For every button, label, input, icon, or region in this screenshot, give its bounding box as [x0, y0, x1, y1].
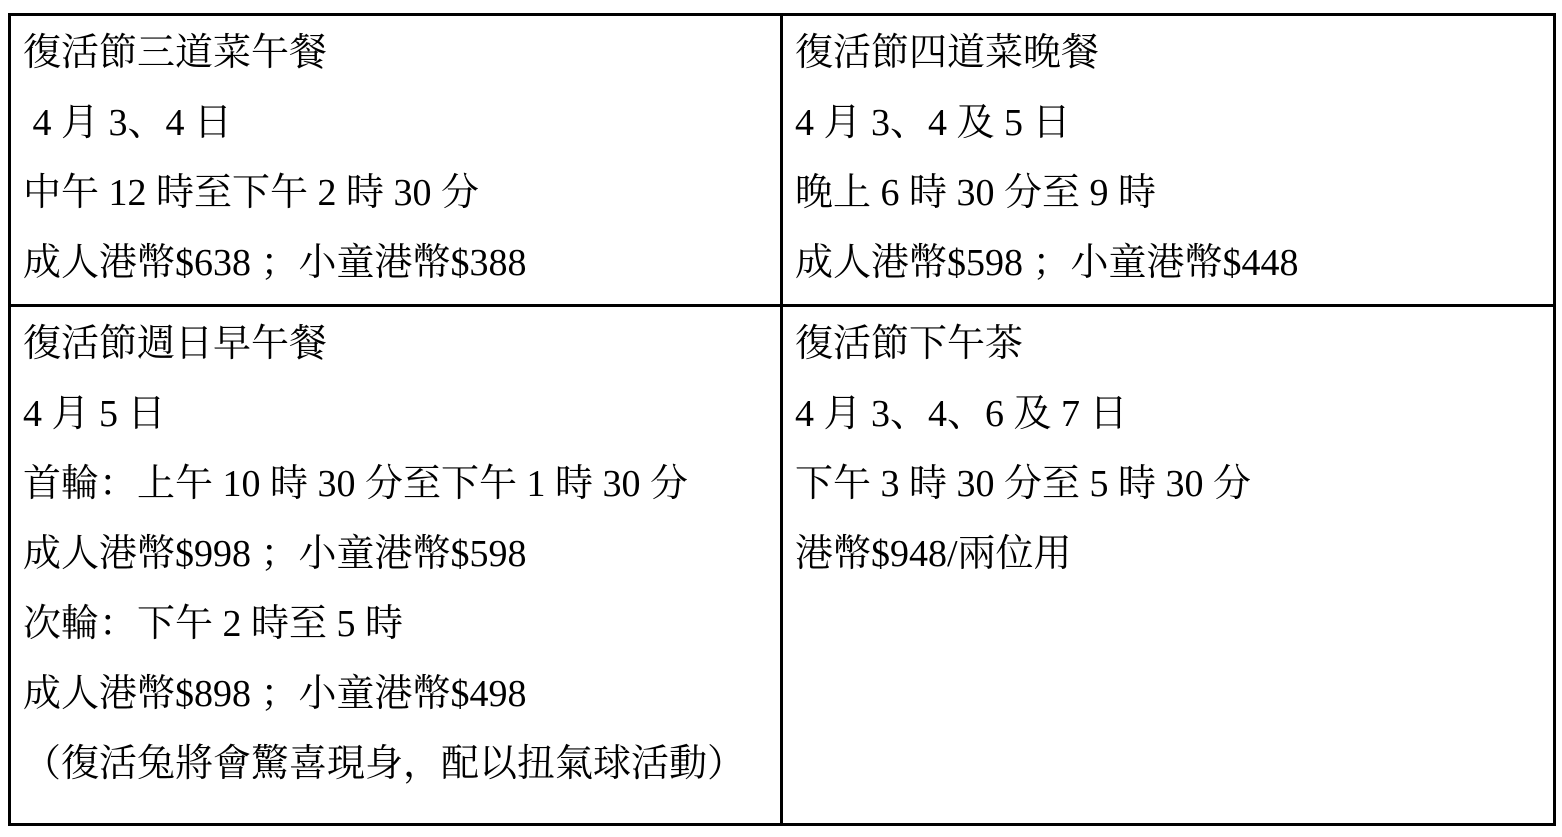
offer-dates: 4 月 3、4、6 及 7 日	[795, 393, 1128, 435]
cell-sunday-brunch	[11, 307, 783, 823]
offer-second-seating-time: 次輪：下午 2 時至 5 時	[23, 603, 404, 645]
offer-time: 下午 3 時 30 分至 5 時 30 分	[795, 463, 1252, 505]
offer-title: 復活節下午茶	[795, 323, 1024, 365]
easter-offers-table	[8, 13, 1556, 826]
offer-title: 復活節四道菜晚餐	[795, 32, 1100, 74]
offer-dates: 4 月 5 日	[23, 393, 166, 435]
cell-afternoon-tea	[783, 307, 1553, 823]
offer-second-seating-price: 成人港幣$898 ；小童港幣$498	[23, 673, 527, 715]
cell-three-course-lunch	[11, 16, 783, 307]
offer-time: 晚上 6 時 30 分至 9 時	[795, 172, 1157, 214]
offer-dates: 4 月 3、4 日	[23, 102, 233, 144]
offer-title: 復活節三道菜午餐	[23, 32, 328, 74]
offer-note: （復活兔將會驚喜現身，配以扭氣球活動）	[23, 743, 746, 785]
offer-first-seating-price: 成人港幣$998 ；小童港幣$598	[23, 533, 527, 575]
offer-time: 中午 12 時至下午 2 時 30 分	[23, 172, 480, 214]
offer-dates: 4 月 3、4 及 5 日	[795, 102, 1071, 144]
offer-price: 成人港幣$598 ；小童港幣$448	[795, 242, 1299, 284]
offer-first-seating-time: 首輪：上午 10 時 30 分至下午 1 時 30 分	[23, 463, 689, 505]
offer-price: 港幣$948/兩位用	[795, 533, 1072, 575]
cell-four-course-dinner	[783, 16, 1553, 307]
offer-price: 成人港幣$638 ；小童港幣$388	[23, 242, 527, 284]
offer-title: 復活節週日早午餐	[23, 323, 328, 365]
